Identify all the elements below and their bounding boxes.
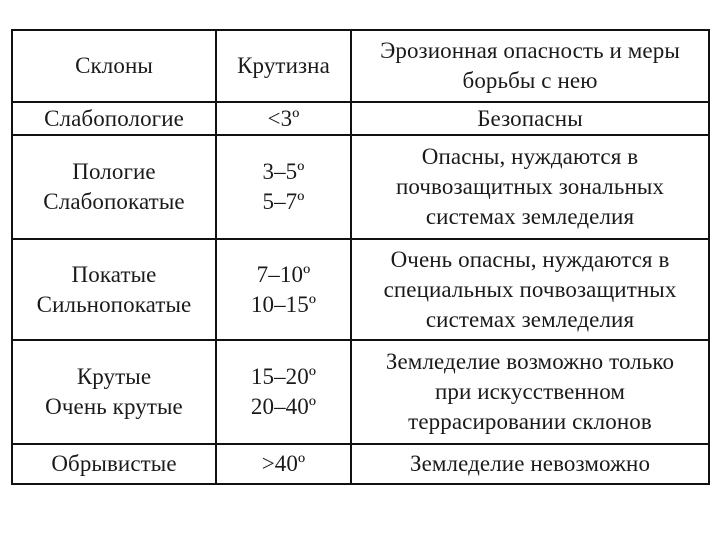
cell-danger bbox=[351, 102, 709, 135]
cell-text: 10–15º bbox=[250, 291, 317, 317]
cell-text: террасировании склонов bbox=[408, 409, 652, 435]
cell-slopes bbox=[12, 102, 216, 135]
table-row bbox=[12, 239, 709, 340]
cell-steepness bbox=[216, 340, 351, 443]
cell-danger bbox=[351, 135, 709, 238]
cell-danger bbox=[351, 340, 709, 443]
table-row bbox=[12, 340, 709, 443]
header-steepness bbox=[216, 30, 351, 102]
cell-text: >40º bbox=[261, 450, 306, 476]
cell-text: Опасны, нуждаются в bbox=[421, 144, 639, 170]
header-danger-line: Эрозионная опасность и меры bbox=[380, 38, 680, 64]
cell-text: Крутые bbox=[76, 364, 152, 390]
cell-text: Земледелие невозможно bbox=[409, 450, 651, 476]
cell-text: 7–10º bbox=[256, 261, 311, 287]
cell-text: 15–20º bbox=[250, 364, 317, 390]
cell-text: Очень опасны, нуждаются в bbox=[390, 246, 670, 272]
table-row bbox=[12, 444, 709, 484]
cell-text: Слабопологие bbox=[44, 105, 184, 131]
cell-steepness bbox=[216, 239, 351, 340]
cell-text: при искусственном bbox=[434, 379, 626, 405]
cell-text: Слабопокатые bbox=[43, 189, 185, 215]
cell-text: 20–40º bbox=[250, 394, 317, 420]
cell-slopes bbox=[12, 239, 216, 340]
cell-text: Обрывистые bbox=[51, 450, 177, 476]
cell-text: <3º bbox=[267, 105, 300, 131]
cell-slopes bbox=[12, 135, 216, 238]
header-danger-line: борьбы с нею bbox=[462, 68, 598, 94]
header-slopes bbox=[12, 30, 216, 102]
cell-steepness bbox=[216, 444, 351, 484]
table-row bbox=[12, 102, 709, 135]
cell-text: почвозащитных зональных bbox=[395, 174, 665, 200]
cell-text: 5–7º bbox=[262, 189, 305, 215]
cell-text: системах земледелия bbox=[425, 204, 635, 230]
header-slopes-label: Склоны bbox=[75, 53, 153, 79]
cell-text: Сильнопокатые bbox=[36, 291, 192, 317]
header-steepness-label: Крутизна bbox=[237, 53, 330, 79]
cell-text: Безопасны bbox=[477, 105, 583, 131]
cell-text: 3–5º bbox=[262, 159, 305, 185]
cell-text: Очень крутые bbox=[45, 394, 183, 420]
cell-steepness bbox=[216, 102, 351, 135]
cell-danger bbox=[351, 444, 709, 484]
cell-danger bbox=[351, 239, 709, 340]
cell-text: Покатые bbox=[71, 261, 157, 287]
erosion-table-container bbox=[11, 29, 708, 485]
erosion-table bbox=[11, 29, 710, 485]
table-header-row bbox=[12, 30, 709, 102]
cell-text: специальных почвозащитных bbox=[383, 276, 677, 302]
cell-text: Пологие bbox=[72, 159, 156, 185]
table-row bbox=[12, 135, 709, 238]
cell-text: системах земледелия bbox=[425, 306, 635, 332]
cell-text: Земледелие возможно только bbox=[385, 349, 675, 375]
cell-slopes bbox=[12, 340, 216, 443]
cell-slopes bbox=[12, 444, 216, 484]
header-danger bbox=[351, 30, 709, 102]
cell-steepness bbox=[216, 135, 351, 238]
